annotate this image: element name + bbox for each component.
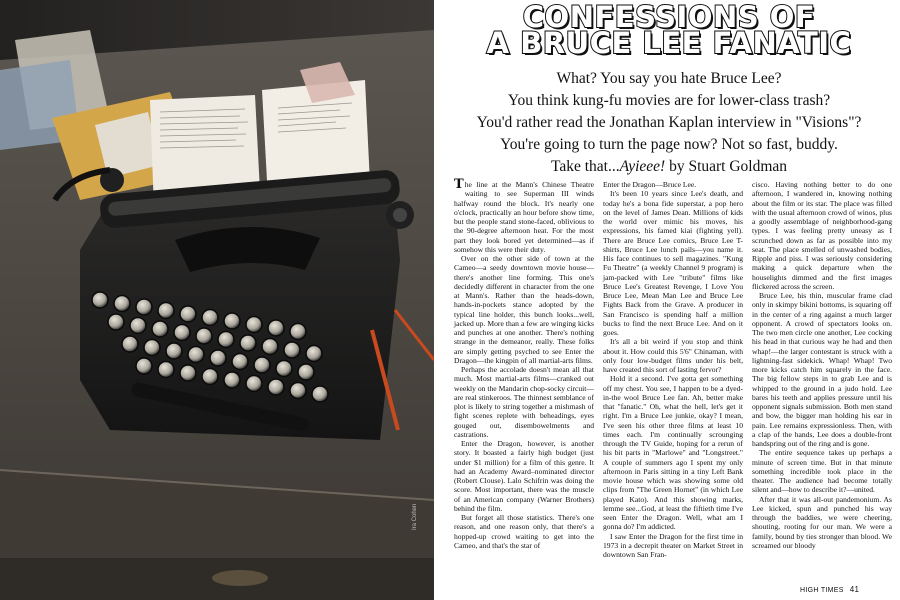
paragraph: Hold it a second. I've gotta get something off my chest. You see, I happen to be a dyed-in-the wool Bruce Lee fan. Ah, better make that "fanatic." Oh, what the hell, let's get it right. I'm a Bruce Lee junkie, okay? I mean, I've seen his other three films at least 10 times each. I'm continually scrounging through the TV Guide, hoping for a rerun of his bit parts in "Marlowe" and "Longstreet." A couple of summers ago I spent my only afternoon in Paris sitting in a tiny Left Bank movie house which was showing some old clips from "The Green Hornet" (in which Lee played Kato). And this showing marks, lemme see...God, at least the fiftieth time I've seen Enter the Dragon. Well, what am I gonna do? I'm addicted. bbox=[603, 374, 743, 532]
deck-line-3: You'd rather read the Jonathan Kaplan interview in "Visions"? bbox=[476, 114, 862, 131]
typewriter-key bbox=[224, 372, 240, 388]
paragraph-text: he line at the Mann's Chinese Theatre waiting to see Superman III winds halfway round the block. It's nearly one o'clock, practically an hour before show time, but the people stand stone-faced, oblivious to the 90-degree afternoon heat. For the most part they look bored yet determined—as if somehow this were their duty. bbox=[454, 180, 594, 254]
paragraph: It's been 10 years since Lee's death, and today he's a bona fide superstar, a pop hero on the level of James Dean. Millions of kids the world over mimic his moves, his expressions, his famed kiai (fighting yell). There are Bruce Lee comics, Bruce Lee T-shirts, Bruce Lee lunch pails—you name it. His face continues to sell magazines. "Kung Fu Theatre" (a weekly Channel 9 program) is jam-packed with Lee "tribute" films like Bruce Lee's Greatest Revenge, I Love You Bruce Lee, Mean Man Lee and Bruce Lee Fights Back from the Grave. A producer in San Francisco is spending half a million bucks to find the next Bruce Lee. And on it goes. bbox=[603, 189, 743, 337]
deck-line-5 bbox=[445, 156, 893, 178]
drop-cap: T bbox=[454, 177, 464, 192]
typewriter-key bbox=[136, 299, 152, 315]
deck-take-that: Take that... bbox=[550, 158, 620, 175]
typewriter-key bbox=[92, 292, 108, 308]
deck bbox=[445, 68, 893, 178]
typewriter-key bbox=[152, 321, 168, 337]
typewriter-key bbox=[210, 350, 226, 366]
typewriter-key bbox=[262, 339, 278, 355]
typewriter-key bbox=[130, 318, 146, 334]
article-column-2 bbox=[603, 180, 743, 559]
typewriter-key bbox=[240, 335, 256, 351]
typewriter-key bbox=[268, 379, 284, 395]
typewriter-key bbox=[246, 376, 262, 392]
typewriter-key bbox=[290, 324, 306, 340]
typewriter-photo bbox=[0, 0, 434, 600]
typewriter-key bbox=[166, 343, 182, 359]
typewriter-key bbox=[312, 386, 328, 402]
typewriter-key bbox=[224, 313, 240, 329]
deck-ayieee: Ayieee! bbox=[619, 158, 666, 175]
paragraph: Over on the other side of town at the Cameo—a seedy downtown movie house—there's another line forming. This one's decidedly different in character from the one at Mann's. Rather than the heads-down, hands-in-pockets stance adopted by the typical line holder, this bunch looks...well, jacked up. More than a few are winging kicks and punches at one another. There's nothing strange in the demeanor, really. These folks are simply getting psyched to see Enter the Dragon—the kingpin of all martial-arts films. bbox=[454, 254, 594, 365]
article-column-1 bbox=[454, 177, 594, 550]
typewriter-key bbox=[232, 354, 248, 370]
typewriter-key bbox=[254, 357, 270, 373]
paragraph: But forget all those statistics. There's one reason, and one reason only, that there's a hopped-up crowd waiting to get into the Cameo, and that's the star of bbox=[454, 513, 594, 550]
typewriter-key bbox=[298, 364, 314, 380]
paragraph: Perhaps the accolade doesn't mean all that much. Most martial-arts films—cranked out weekly on the Mandarin chop-socky circuit—are real stinkeroos. The thinnest semblance of plot is likely to string together a mishmash of fight scenes replete with beheadings, eyes gouged out, disembowelments and castrations. bbox=[454, 365, 594, 439]
typewriter-key bbox=[202, 310, 218, 326]
typewriter-key bbox=[218, 332, 234, 348]
headline-line-1: CONFESSIONS OF bbox=[522, 0, 816, 34]
paragraph: It's all a bit weird if you stop and think about it. How could this 5'6" Chinaman, with only four low-budget films under his belt, have created this sort of lasting fervor? bbox=[603, 337, 743, 374]
typewriter-illustration bbox=[0, 0, 434, 600]
typewriter-key bbox=[196, 328, 212, 344]
article-column-3 bbox=[752, 180, 892, 550]
photo-credit: Ira Cohen bbox=[412, 503, 418, 530]
typewriter-key bbox=[136, 358, 152, 374]
deck-line-4: You're going to turn the page now? Not so fast, buddy. bbox=[500, 136, 838, 153]
headline-line-2: A BRUCE LEE FANATIC bbox=[486, 26, 852, 60]
typewriter-key bbox=[180, 306, 196, 322]
headline bbox=[445, 0, 893, 60]
paragraph: After that it was all-out pandemonium. As Lee kicked, spun and punched his way through the baddies, we were cheering, shouting, rooting for our man. We were a family, bound by ties stronger than blood. We screamed our bloody bbox=[752, 494, 892, 550]
typewriter-key bbox=[290, 383, 306, 399]
typewriter-key bbox=[246, 317, 262, 333]
typewriter-key bbox=[114, 296, 130, 312]
paragraph: Enter the Dragon—Bruce Lee. bbox=[603, 180, 697, 189]
deck-line-1: What? You say you hate Bruce Lee? bbox=[556, 70, 782, 87]
typewriter-key bbox=[306, 346, 322, 362]
typewriter-key bbox=[144, 340, 160, 356]
typewriter-key bbox=[174, 325, 190, 341]
typewriter-key bbox=[202, 369, 218, 385]
paragraph: Enter the Dragon, however, is another story. It boasted a fairly high budget (just under $1 million) for a film of this genre. It had an Academy Award–nominated director (Robert Clouse). Lalo Schifrin was doing the score. Most important, there was the muscle of an American company (Warner Brothers) behind the film. bbox=[454, 439, 594, 513]
page-footer bbox=[800, 585, 859, 594]
typewriter-key bbox=[188, 347, 204, 363]
typewriter-key bbox=[158, 303, 174, 319]
paragraph bbox=[454, 177, 594, 254]
paragraph: I saw Enter the Dragon for the first time in 1973 in a decrepit theater on Market Street in downtown San Fran- bbox=[603, 531, 743, 559]
typewriter-key bbox=[180, 365, 196, 381]
paragraph: Bruce Lee, his thin, muscular frame clad only in skimpy bikini bottoms, is squaring off in the center of a ring against a much larger opponent. A crowd of spectators looks on. The two men circle one another, Lee cocking his head in that curious way he had and then whap!—the larger contestant is struck with a lightning-fast sidekick. Whap! Whap! Two more kicks catch him squarely in the face. The big fellow steps in to grab Lee and is whipped to the ground in a judo hold. Lee bares his teeth and applies pressure until his opponent signals submission. Both men stand and bow, the bigger man holding his ear in pain. Lee remains expressionless. Then, with a clap of the hands, Lee does a double-front handspring out of the ring and is gone. bbox=[752, 291, 892, 448]
paragraph: cisco. Having nothing better to do one afternoon, I wandered in, knowing nothing about the film or its star. The place was filled with the usual afternoon crowd of winos, plus a goodly assemblage of neighborhood-gang types. I was feeling pretty uneasy as I scrunched down as far as possible into my seat. The place smelled of unwashed bodies, Ripple and piss. I was seriously considering making a quick departure when the houselights dimmed and the first images flickered across the screen. bbox=[752, 180, 892, 291]
paragraph: The entire sequence takes up perhaps a minute of screen time. But in that minute something incredible took place in the theater. The audience had become totally silent and—how to describe it?—united. bbox=[752, 448, 892, 495]
magazine-name: HIGH TIMES bbox=[800, 587, 844, 594]
typewriter-key bbox=[284, 342, 300, 358]
typewriter-key bbox=[108, 314, 124, 330]
typewriter-key bbox=[276, 361, 292, 377]
deck-byline: by Stuart Goldman bbox=[665, 158, 788, 175]
typewriter-key bbox=[122, 336, 138, 352]
deck-line-2: You think kung-fu movies are for lower-class trash? bbox=[507, 92, 831, 109]
page-number: 41 bbox=[849, 585, 860, 594]
typewriter-key bbox=[158, 362, 174, 378]
typewriter-key bbox=[268, 320, 284, 336]
